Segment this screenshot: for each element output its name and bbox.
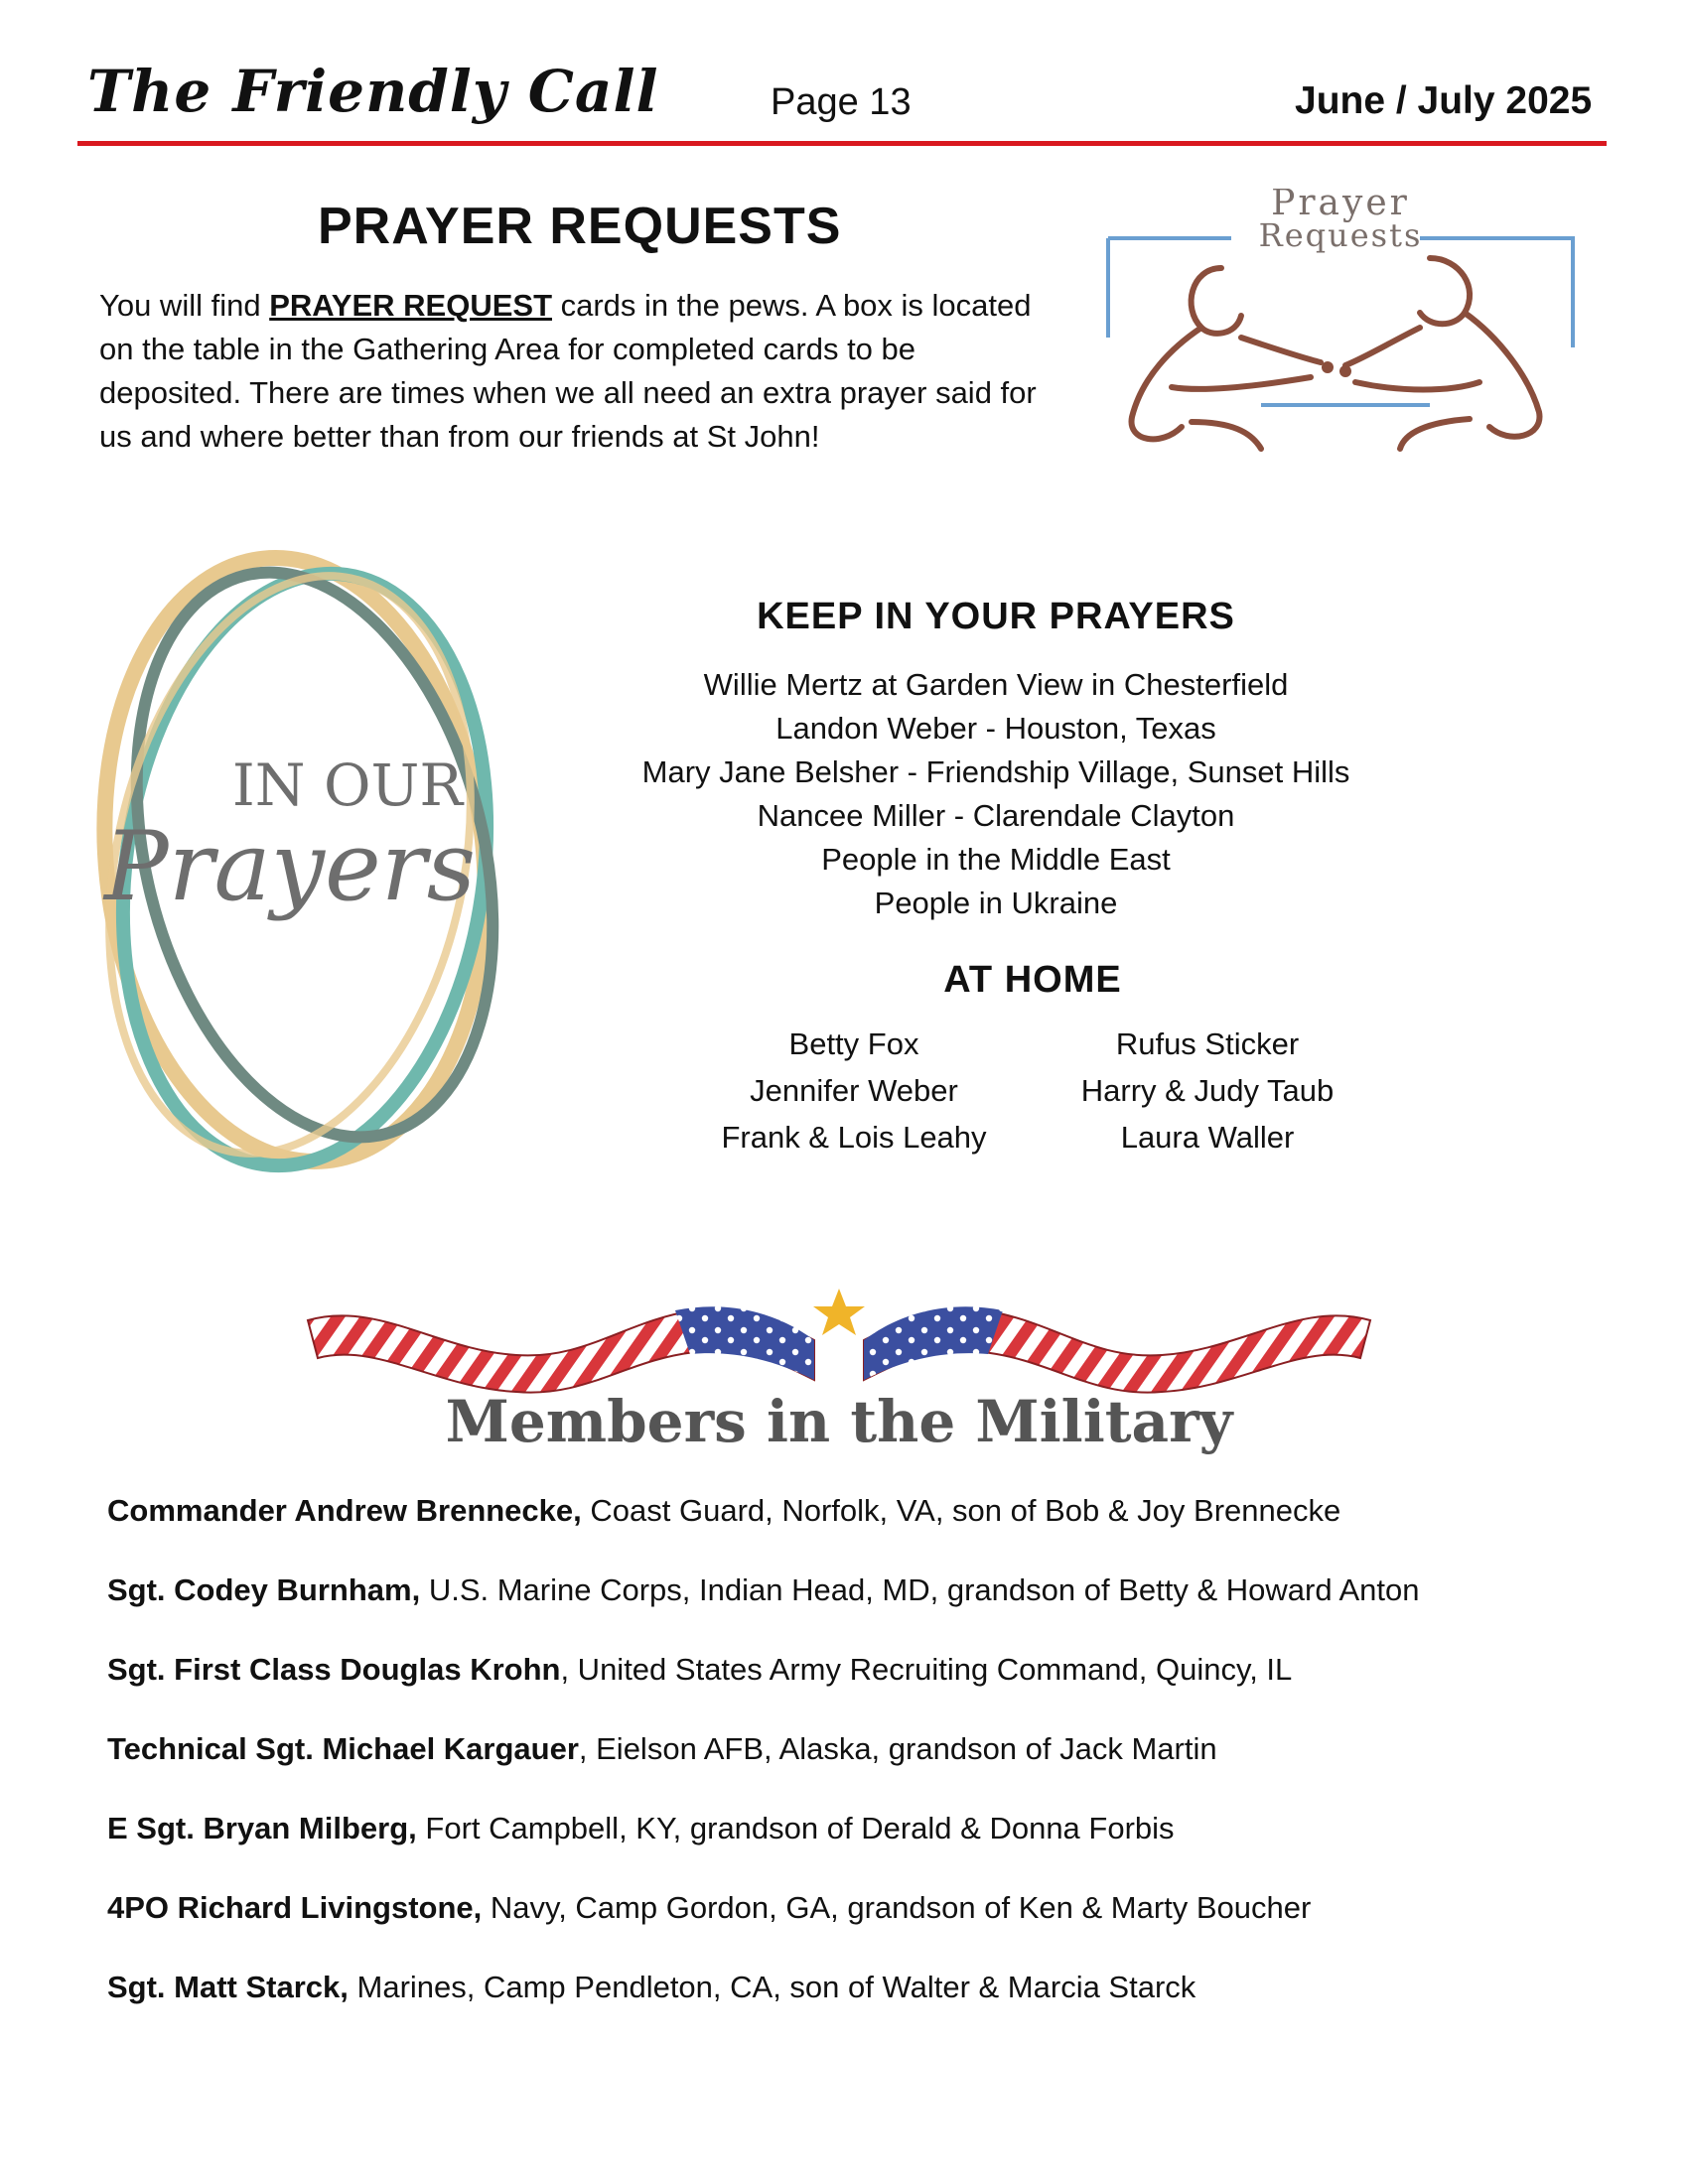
member-name: 4PO Richard Livingstone, [107, 1890, 483, 1925]
member-detail: Navy, Camp Gordon, GA, grandson of Ken & Marty Boucher [482, 1890, 1312, 1925]
members-in-military-banner [298, 1281, 1380, 1459]
banner-text: Members in the Military [445, 1388, 1233, 1455]
list-item: Frank & Lois Leahy [721, 1120, 987, 1155]
keep-in-prayers-title: KEEP IN YOUR PRAYERS [757, 596, 1235, 637]
list-item: People in Ukraine [874, 886, 1118, 920]
newsletter-masthead: The Friendly Call [87, 58, 659, 125]
member-detail: , United States Army Recruiting Command, Quincy, IL [560, 1652, 1293, 1687]
list-item: Betty Fox [788, 1026, 919, 1061]
member-detail: Coast Guard, Norfolk, VA, son of Bob & Joy Brennecke [581, 1493, 1341, 1528]
military-members-list [107, 1489, 1597, 2045]
list-item [107, 1727, 1597, 1807]
list-item [107, 1966, 1597, 2045]
at-home-left-column [675, 1021, 1033, 1160]
prayer-requests-title: PRAYER REQUESTS [318, 198, 842, 255]
list-item: Willie Mertz at Garden View in Chesterfield [703, 667, 1289, 702]
list-item [107, 1489, 1597, 1569]
list-item: Harry & Judy Taub [1080, 1073, 1335, 1108]
prayer-requests-body [99, 284, 1062, 459]
member-name: Sgt. Codey Burnham, [107, 1572, 421, 1607]
list-item: Jennifer Weber [750, 1073, 958, 1108]
list-item: Mary Jane Belsher - Friendship Village, Sunset Hills [641, 754, 1350, 789]
list-item [107, 1569, 1597, 1648]
prayer-requests-image [1102, 189, 1579, 457]
member-detail: U.S. Marine Corps, Indian Head, MD, grandson of Betty & Howard Anton [420, 1572, 1420, 1607]
member-name: Commander Andrew Brennecke, [107, 1493, 582, 1528]
at-home-right-column [1029, 1021, 1386, 1160]
header-rule [77, 141, 1607, 146]
image-label-requests: Requests [1258, 216, 1423, 254]
list-item: People in the Middle East [821, 842, 1171, 877]
member-detail: Marines, Camp Pendleton, CA, son of Walter & Marcia Starck [348, 1970, 1196, 2004]
list-item: Nancee Miller - Clarendale Clayton [757, 798, 1235, 833]
issue-date: June / July 2025 [1295, 79, 1593, 122]
body-prefix: You will find [99, 288, 270, 323]
image-label-prayer: Prayer [1271, 189, 1410, 223]
body-suffix: cards in the pews. A box is located on the table in the Gathering Area for completed cards to be deposited. There are times when we all need an extra prayer said for us and where better than from our friends at St John! [99, 288, 1037, 454]
wreath-text-prayers: Prayers [104, 811, 476, 922]
member-detail: Fort Campbell, KY, grandson of Derald & Donna Forbis [416, 1811, 1175, 1845]
page-number: Page 13 [771, 81, 912, 123]
keep-in-prayers-list [584, 663, 1408, 925]
member-name: Sgt. First Class Douglas Krohn [107, 1652, 561, 1687]
member-detail: , Eielson AFB, Alaska, grandson of Jack Martin [578, 1731, 1217, 1766]
member-name: E Sgt. Bryan Milberg, [107, 1811, 417, 1845]
list-item [107, 1807, 1597, 1886]
body-emphasis: PRAYER REQUEST [269, 288, 552, 323]
member-name: Technical Sgt. Michael Kargauer [107, 1731, 579, 1766]
member-name: Sgt. Matt Starck, [107, 1970, 349, 2004]
list-item [107, 1648, 1597, 1727]
at-home-title: AT HOME [943, 959, 1122, 1001]
list-item: Laura Waller [1120, 1120, 1295, 1155]
in-our-prayers-wreath [91, 542, 508, 1177]
wreath-text-in-our: IN OUR [231, 751, 464, 819]
list-item [107, 1886, 1597, 1966]
list-item: Landon Weber - Houston, Texas [775, 711, 1216, 746]
list-item: Rufus Sticker [1115, 1026, 1300, 1061]
